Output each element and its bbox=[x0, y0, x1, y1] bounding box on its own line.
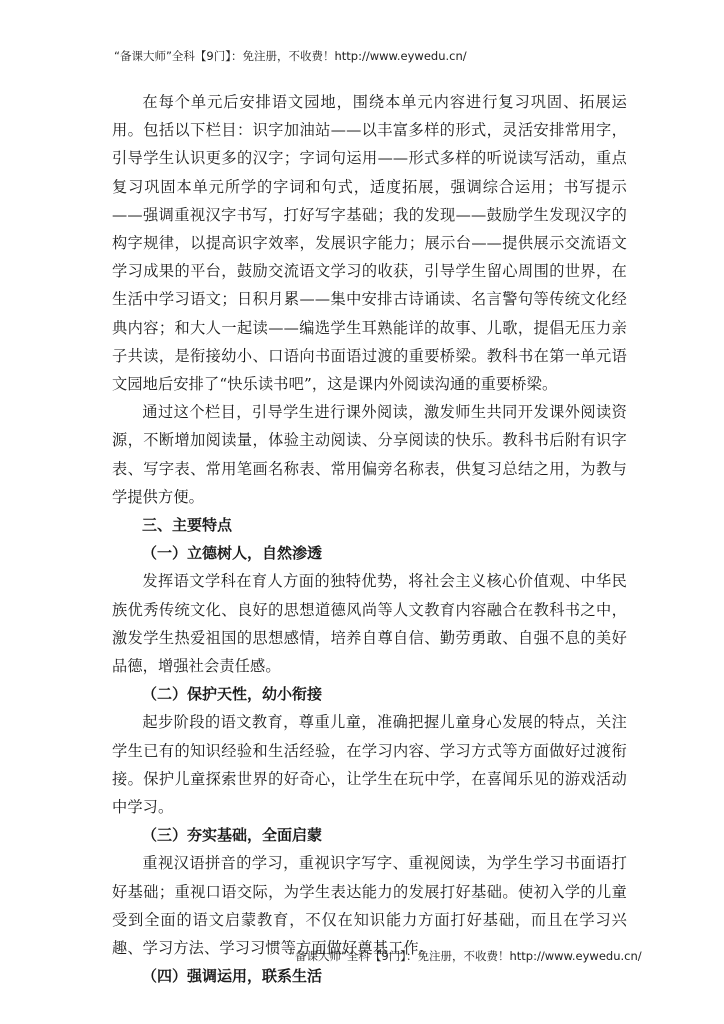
paragraph-solid-foundation: 重视汉语拼音的学习，重视识字写字、重视阅读，为学生学习书面语打好基础；重视口语交际，为学生表达能力的发展打好基础。使初入学的儿童受到全面的语文启蒙教育，不仅在知识能力方面打好基础，而且在学习兴趣、学习方法、学习习惯等方面做好奠基工作。 bbox=[112, 854, 627, 958]
paragraph-protect-nature: 起步阶段的语文教育，尊重儿童，准确把握儿童身心发展的特点，关注学生已有的知识经验和生活经验，在学习内容、学习方式等方面做好过渡衔接。保护儿童探索世界的好奇心，让学生在玩中学，在喜闻乐见的游戏活动中学习。 bbox=[112, 713, 627, 817]
paragraph-moral-education: 发挥语文学科在育人方面的独特优势，将社会主义核心价值观、中华民族优秀传统文化、良好的思想道德风尚等人文教育内容融合在教科书之中，激发学生热爱祖国的思想感情，培养自尊自信、勤劳勇敢、自强不息的美好品德，增强社会责任感。 bbox=[112, 572, 627, 676]
document-body bbox=[112, 88, 627, 991]
header-banner: “备课大师”全科【9门】：免注册，不收费！http://www.eywedu.cn/ bbox=[114, 49, 467, 63]
subheading-solid-foundation: （三）夯实基础，全面启蒙 bbox=[142, 826, 323, 845]
subheading-emphasize-application: （四）强调运用，联系生活 bbox=[142, 967, 323, 986]
subheading-moral-education: （一）立德树人，自然渗透 bbox=[142, 544, 323, 563]
subheading-protect-nature: （二）保护天性，幼小衔接 bbox=[142, 685, 323, 704]
section-heading-main-features: 三、主要特点 bbox=[142, 516, 233, 535]
paragraph-language-garden: 在每个单元后安排语文园地，围绕本单元内容进行复习巩固、拓展运用。包括以下栏目：识字加油站——以丰富多样的形式，灵活安排常用字，引导学生认识更多的汉字；字词句运用——形式多样的听说读写活动，重点复习巩固本单元所学的字词和句式，适度拓展，强调综合运用；书写提示——强调重视汉字书写，打好写字基础；我的发现——鼓励学生发现汉字的构字规律，以提高识字效率，发展识字能力；展示台——提供展示交流语文学习成果的平台，鼓励交流语文学习的收获，引导学生留心周围的世界，在生活中学习语文；日积月累——集中安排古诗诵读、名言警句等传统文化经典内容；和大人一起读——编选学生耳熟能详的故事、儿歌，提倡无压力亲子共读，是衔接幼小、口语向书面语过渡的重要桥梁。教科书在第一单元语文园地后安排了“快乐读书吧”，这是课内外阅读沟通的重要桥梁。 bbox=[112, 93, 627, 394]
paragraph-extracurricular-reading: 通过这个栏目，引导学生进行课外阅读，激发师生共同开发课外阅读资源，不断增加阅读量，体验主动阅读、分享阅读的快乐。教科书后附有识字表、写字表、常用笔画名称表、常用偏旁名称表，供复习总结之用，为教与学提供方便。 bbox=[112, 403, 627, 506]
footer-banner: “备课大师”全科【9门】：免注册，不收费！http://www.eywedu.cn/ bbox=[289, 949, 642, 963]
